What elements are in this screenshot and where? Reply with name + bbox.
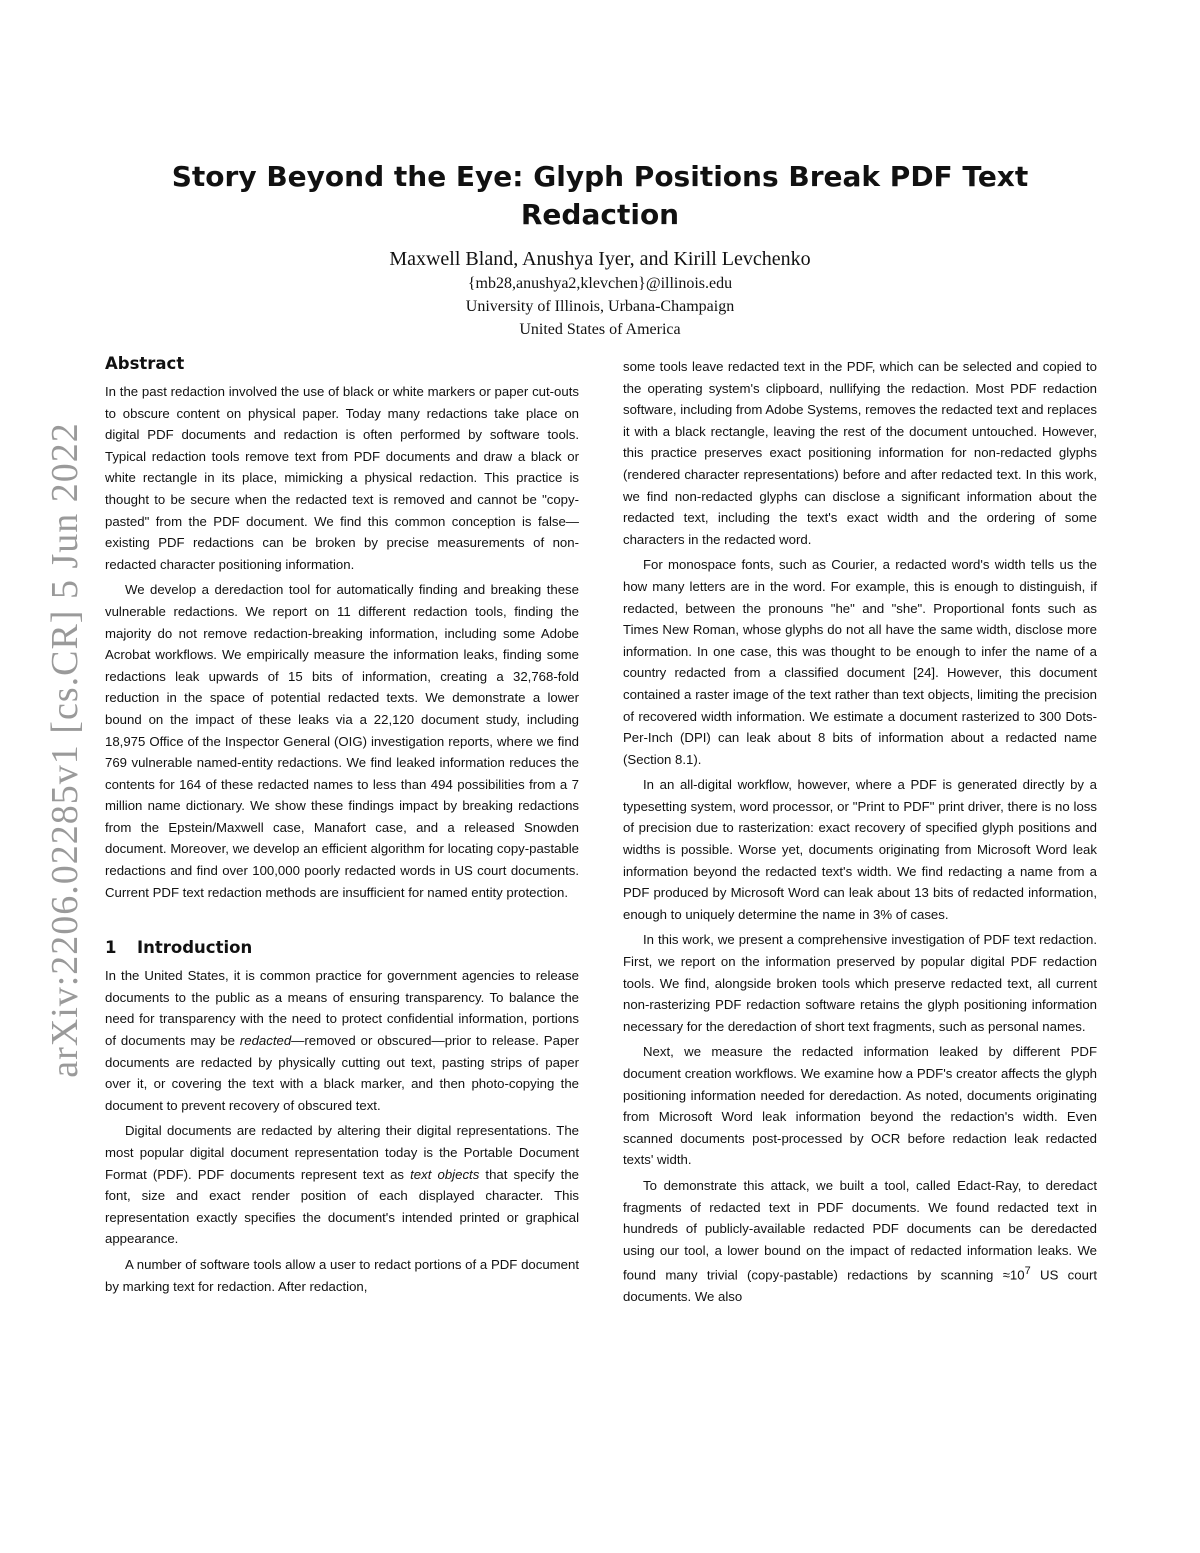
arxiv-stamp — [20, 400, 110, 1100]
abstract-paragraph: In the past redaction involved the use of black or white markers or paper cut-outs to obscure content on physical paper. Today many redactions take place on digital PDF documents and redaction is often performed by software tools. Typical redaction tools remove text from PDF documents and draw a black or white rectangle in its place, mimicking a physical redaction. This practice is thought to be secure when the redacted text is removed and cannot be "copy-pasted" from the PDF document. We find this common conception is false—existing PDF redactions can be broken by precise measurements of non-redacted character positioning information. — [105, 384, 579, 572]
intro-paragraph — [105, 1120, 579, 1250]
superscript: 7 — [1024, 1265, 1031, 1278]
author-emails: {mb28,anushya2,klevchen}@illinois.edu — [467, 275, 733, 292]
intro-paragraph — [105, 965, 579, 1116]
text-run: that specify the font, size and exact render position of each displayed character. This representation exactly specifies the document's intended printed or graphical appearance. — [105, 1166, 579, 1247]
text-run: In the United States, it is common practice for government agencies to release documents to the public as a means of ensuring transparency. To balance the need for transparency with the need to protect confidential information, portions of documents may be — [105, 968, 579, 1049]
paper-title: Story Beyond the Eye: Glyph Positions Break PDF Text Redaction — [171, 160, 1029, 231]
text-run: To demonstrate this attack, we built a tool, called Edact-Ray, to deredact fragments of redacted text in PDF documents. We found redacted text in hundreds of publicly-available redacted PDF documents can be deredacted using our tool, a lower bound on the impact of redacted information leaks. We found many trivial (copy-pastable) redactions by scanning ≈10 — [623, 1177, 1097, 1283]
abstract-paragraph: We develop a deredaction tool for automatically finding and breaking these vulnerable redactions. We report on 11 different redaction tools, finding the majority do not remove redaction-breaking information, including some Adobe Acrobat workflows. We empirically measure the information leaks, finding some redactions leak upwards of 15 bits of information, creating a 32,768-fold reduction in the space of potential redacted texts. We demonstrate a lower bound on the impact of these leaks via a 22,120 document study, including 18,975 Office of the Inspector General (OIG) investigation reports, where we find 769 vulnerable named-entity redactions. We find leaked information reduces the contents for 164 of these redacted names to less than 494 possibilities from a 7 million name dictionary. We show these findings impact by breaking redactions from the Epstein/Maxwell case, Manafort case, and a released Snowden document. Moreover, we develop an efficient algorithm for locating copy-pastable redactions and find over 100,000 poorly redacted words in US court documents. Current PDF text redaction methods are insufficient for named entity protection. — [105, 582, 579, 900]
intro-paragraph: Next, we measure the redacted information leaked by different PDF document creation workflows. We examine how a PDF's creator affects the glyph positioning information needed for deredaction. As noted, documents originating from Microsoft Word leak information beyond the redaction's width. Even scanned documents post-processed by OCR before redaction leak redacted texts' width. — [623, 1044, 1097, 1168]
intro-paragraph: In this work, we present a comprehensive investigation of PDF text redaction. First, we report on the information preserved by popular digital PDF redaction tools. We find, alongside broken tools which preserve redacted text, all current non-rasterizing PDF redaction software retains the glyph positioning information necessary for the deredaction of short text fragments, such as personal names. — [623, 932, 1097, 1034]
country: United States of America — [519, 321, 681, 338]
text-run: —removed or obscured—prior to release. Paper documents are redacted by physically cutting out text, pasting strips of paper over it, or covering the text with a black marker, and then photo-copying the document to prevent recovery of obscured text. — [105, 1033, 579, 1113]
right-column — [623, 356, 1097, 1308]
institution: University of Illinois, Urbana-Champaign — [465, 298, 735, 315]
affiliation-block — [150, 272, 1050, 341]
text-run: Digital documents are redacted by altering their digital representations. The most popular digital document representation today is the Portable Document Format (PDF). PDF documents represent text as — [105, 1123, 579, 1182]
intro-paragraph: A number of software tools allow a user to redact portions of a PDF document by marking text for redaction. After redaction, — [105, 1256, 579, 1294]
introduction-heading — [105, 936, 579, 960]
intro-paragraph: In an all-digital workflow, however, where a PDF is generated directly by a typesetting system, word processor, or "Print to PDF" print driver, there is no loss of precision due to rasterization: exact recovery of specified glyph positions and widths is possible. Worse yet, documents originating from Microsoft Word leak information beyond the redacted text's width. We find redacting a name from a PDF produced by Microsoft Word can leak about 13 bits of redacted information, enough to uniquely determine the name in 3% of cases. — [623, 777, 1097, 922]
abstract-heading: Abstract — [105, 354, 185, 373]
intro-paragraph: For monospace fonts, such as Courier, a redacted word's width tells us the how many letters are in the word. For example, this is enough to distinguish, if redacted, between the pronouns "he" and "she". Proportional fonts such as Times New Roman, whose glyphs do not all have the same width, disclose more information. In one case, this was thought to be enough to infer the name of a country redacted from a classified document [24]. However, this document contained a raster image of the text rather than text objects, limiting the precision of recovered width information. We estimate a document rasterized to 300 Dots-Per-Inch (DPI) can leak about 8 bits of information about a redacted name (Section 8.1). — [623, 557, 1097, 767]
arxiv-identifier[interactable]: arXiv:2206.02285v1 [cs.CR] 5 Jun 2022 — [44, 422, 86, 1078]
emphasis-text: redacted — [239, 1033, 292, 1049]
intro-paragraph: some tools leave redacted text in the PDF, which can be selected and copied to the operating system's clipboard, nullifying the redaction. Most PDF redaction software, including from Adobe Systems, removes the redacted text and replaces it with a black rectangle, leaving the rest of the document untouched. However, this practice preserves exact positioning information for non-redacted glyphs (rendered character representations) before and after redacted text. In this work, we find non-redacted glyphs can disclose a significant information about the redacted text, including the text's exact width and the ordering of some characters in the redacted word. — [623, 359, 1097, 547]
text-run: US court documents. We also — [623, 1267, 1098, 1305]
section-number: 1 — [105, 938, 117, 958]
left-column — [105, 352, 579, 1297]
intro-paragraph — [623, 1175, 1097, 1308]
author-list: Maxwell Bland, Anushya Iyer, and Kirill Levchenko — [389, 248, 811, 270]
section-title: Introduction — [137, 938, 253, 958]
emphasis-text: text objects — [410, 1166, 480, 1182]
